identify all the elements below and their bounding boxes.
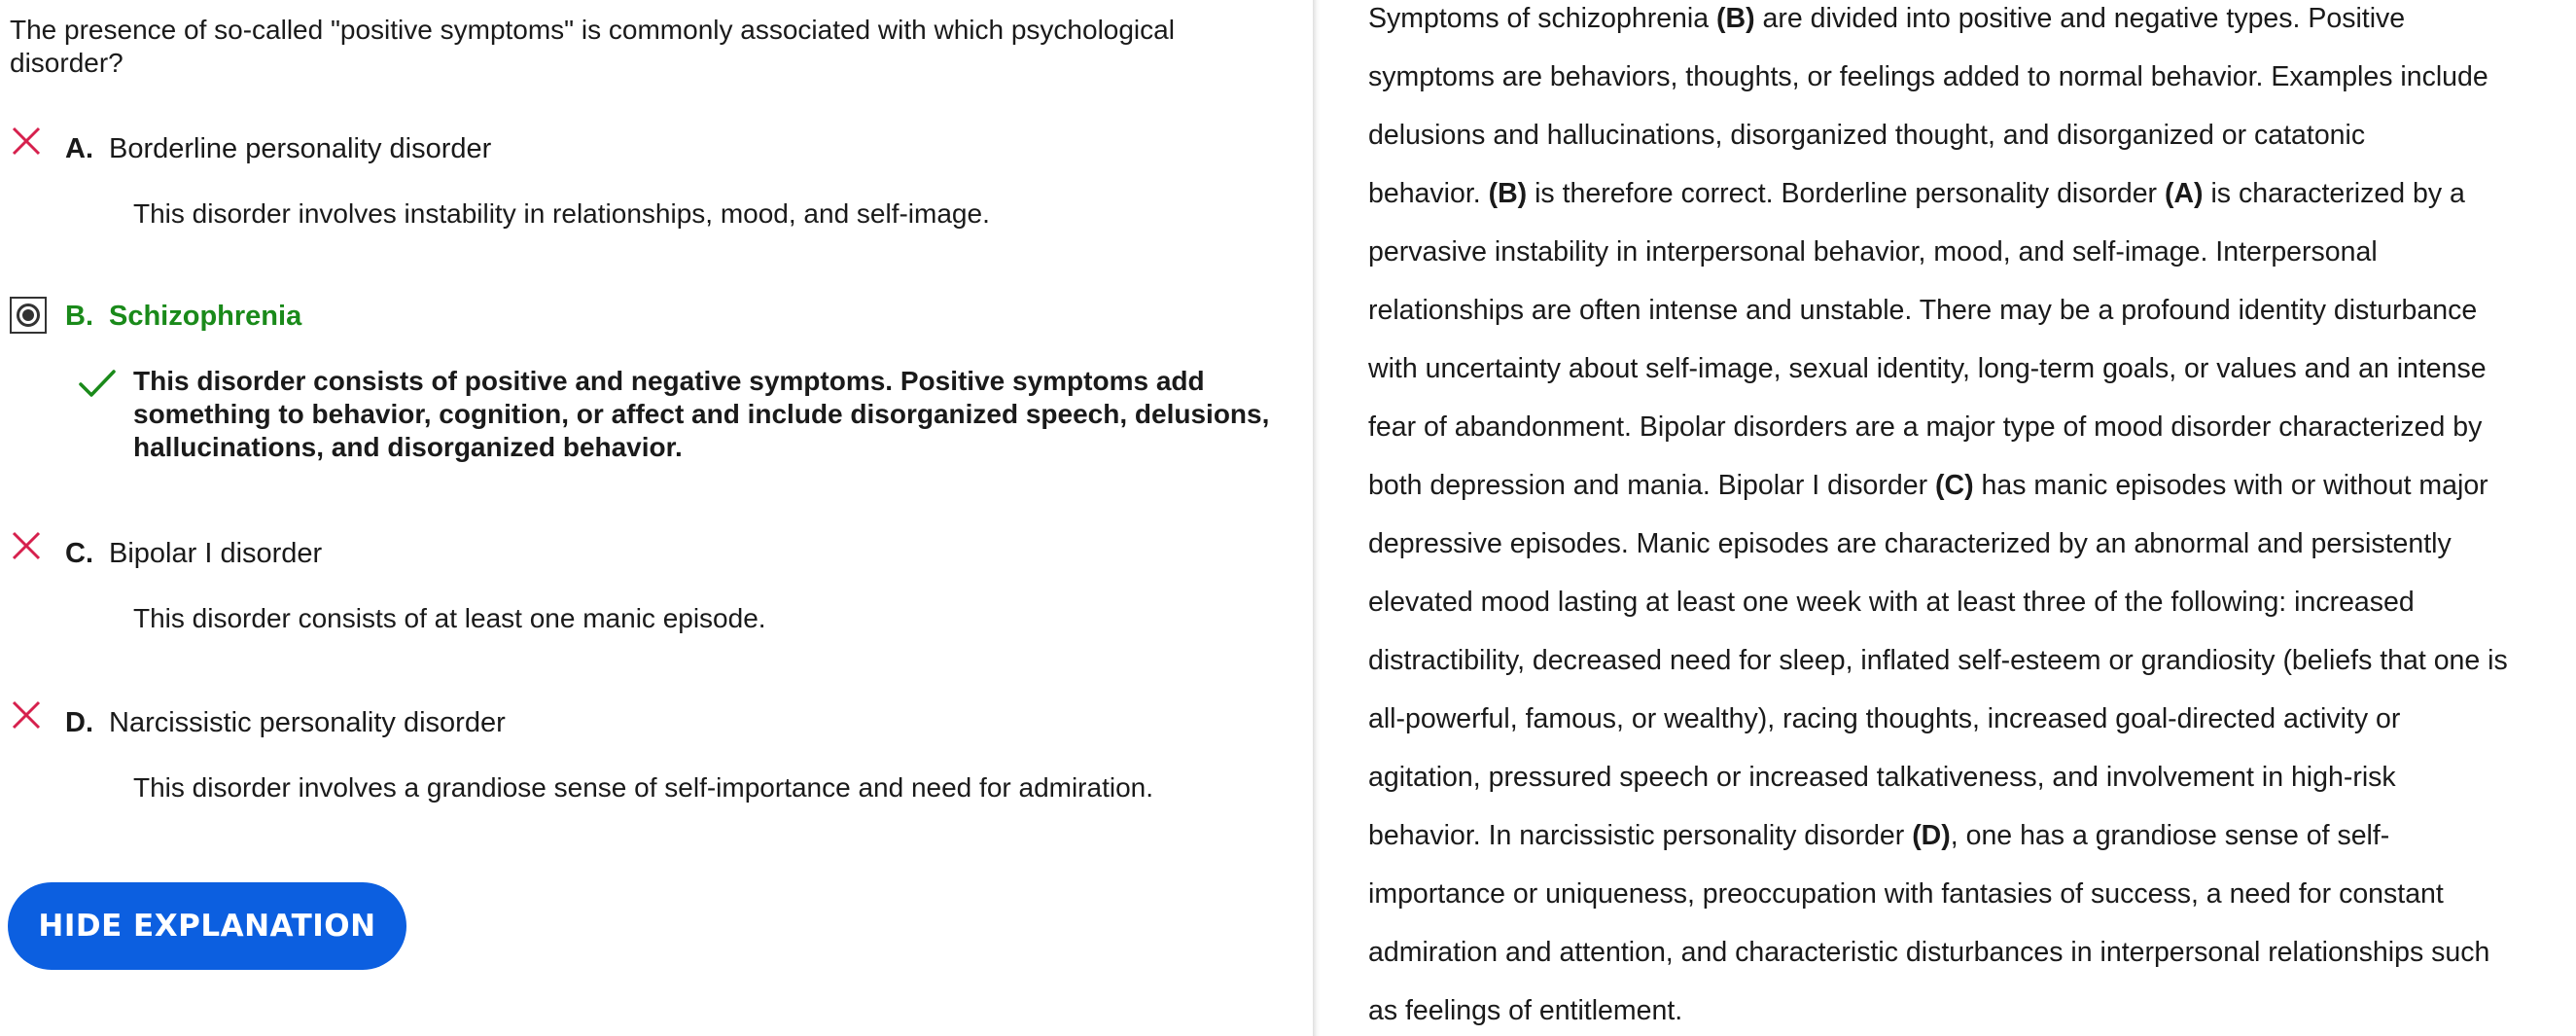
explanation-line	[1368, 631, 2569, 690]
explanation-line	[1368, 48, 2569, 106]
answer-reference: (D)	[1912, 820, 1951, 851]
explanation-line	[1368, 223, 2569, 281]
explanation-line	[1368, 515, 2569, 573]
x-icon	[10, 125, 43, 158]
option-text: Borderline personality disorder	[109, 133, 492, 164]
explanation-segment: elevated mood lasting at least one week with at least three of the following: increased	[1368, 587, 2415, 618]
explanation-segment: with uncertainty about self-image, sexual identity, long-term goals, or values and an intense	[1368, 353, 2487, 384]
explanation-line	[1368, 573, 2569, 631]
option-text: Narcissistic personality disorder	[109, 707, 506, 738]
option-d-label	[65, 706, 506, 739]
explanation-line	[1368, 806, 2569, 865]
explanation-segment: pervasive instability in interpersonal behavior, mood, and self-image. Interpersonal	[1368, 236, 2378, 268]
explanation-segment: depressive episodes. Manic episodes are characterized by an abnormal and persistently	[1368, 528, 2452, 559]
explanation-segment: relationships are often intense and unstable. There may be a profound identity disturbance	[1368, 295, 2478, 326]
explanation-segment: both depression and mania. Bipolar I disorder	[1368, 470, 1936, 501]
explanation-line	[1368, 164, 2569, 223]
explanation-line	[1368, 748, 2569, 806]
explanation-segment: all-powerful, famous, or wealthy), racing thoughts, increased goal-directed activity or	[1368, 703, 2401, 734]
explanation-segment: has manic episodes with or without major	[1973, 470, 2488, 501]
explanation-line	[1368, 0, 2569, 48]
explanation-line	[1368, 690, 2569, 748]
option-a[interactable]	[0, 125, 1303, 232]
x-icon	[10, 529, 43, 562]
option-letter: B.	[65, 301, 93, 332]
check-icon	[78, 367, 117, 400]
explanation-segment: , one has a grandiose sense of self-	[1950, 820, 2390, 851]
option-b-label	[65, 300, 301, 333]
answer-reference: (B)	[1488, 178, 1528, 209]
explanation-segment: is therefore correct. Borderline personality disorder	[1527, 178, 2165, 209]
explanation-line	[1368, 398, 2569, 456]
option-c-explanation: This disorder consists of at least one manic episode.	[133, 603, 766, 633]
option-a-label	[65, 132, 491, 165]
option-text: Bipolar I disorder	[109, 538, 323, 569]
explanation-segment: is characterized by a	[2203, 178, 2465, 209]
explanation-segment: delusions and hallucinations, disorganized thought, and disorganized or catatonic	[1368, 120, 2366, 151]
explanation-segment: agitation, pressured speech or increased talkativeness, and involvement in high-risk	[1368, 762, 2396, 793]
answer-reference: (C)	[1935, 470, 1974, 501]
x-icon	[10, 698, 43, 732]
explanation-segment: symptoms are behaviors, thoughts, or feelings added to normal behavior. Examples include	[1368, 61, 2488, 92]
explanation-segment: fear of abandonment. Bipolar disorders are a major type of mood disorder characterized by	[1368, 411, 2483, 443]
option-d[interactable]	[0, 698, 1303, 805]
panel-divider	[1313, 0, 1321, 1036]
option-letter: A.	[65, 133, 93, 164]
explanation-segment: importance or uniqueness, preoccupation with fantasies of success, a need for constant	[1368, 878, 2444, 910]
answer-reference: (B)	[1716, 3, 1755, 34]
option-letter: C.	[65, 538, 93, 569]
explanation-text	[1368, 0, 2569, 1036]
question-text: The presence of so-called "positive symptoms" is commonly associated with which psychological disorder?	[10, 15, 1175, 78]
explanation-line	[1368, 106, 2569, 164]
explanation-line	[1368, 865, 2569, 923]
option-d-explanation: This disorder involves a grandiose sense of self-importance and need for admiration.	[133, 772, 1154, 803]
explanation-line	[1368, 982, 2569, 1036]
option-a-explanation: This disorder involves instability in relationships, mood, and self-image.	[133, 198, 990, 229]
explanation-segment: are divided into positive and negative types. Positive	[1754, 3, 2406, 34]
explanation-panel	[1368, 0, 2569, 1036]
explanation-segment: admiration and attention, and characteristic disturbances in interpersonal relationships such	[1368, 937, 2490, 968]
radio-selected-icon[interactable]	[10, 297, 47, 334]
hide-explanation-button[interactable]: HIDE EXPLANATION	[8, 882, 406, 970]
option-b[interactable]	[0, 297, 1303, 472]
option-c-label	[65, 537, 322, 570]
option-text: Schizophrenia	[109, 301, 302, 332]
explanation-segment: behavior.	[1368, 178, 1489, 209]
explanation-segment: behavior. In narcissistic personality disorder	[1368, 820, 1913, 851]
option-c[interactable]	[0, 529, 1303, 636]
explanation-line	[1368, 281, 2569, 339]
explanation-segment: Symptoms of schizophrenia	[1368, 3, 1716, 34]
explanation-line	[1368, 456, 2569, 515]
answer-reference: (A)	[2164, 178, 2204, 209]
explanation-segment: distractibility, decreased need for sleep, inflated self-esteem or grandiosity (beliefs that one is	[1368, 645, 2508, 676]
explanation-line	[1368, 339, 2569, 398]
option-letter: D.	[65, 707, 93, 738]
option-b-explanation: This disorder consists of positive and negative symptoms. Positive symptoms add something to behavior, cognition, or affect and include disorganized speech, delusions, hallucinations, and disorganized behavior.	[133, 366, 1270, 462]
explanation-line	[1368, 923, 2569, 982]
explanation-segment: as feelings of entitlement.	[1368, 995, 1683, 1026]
